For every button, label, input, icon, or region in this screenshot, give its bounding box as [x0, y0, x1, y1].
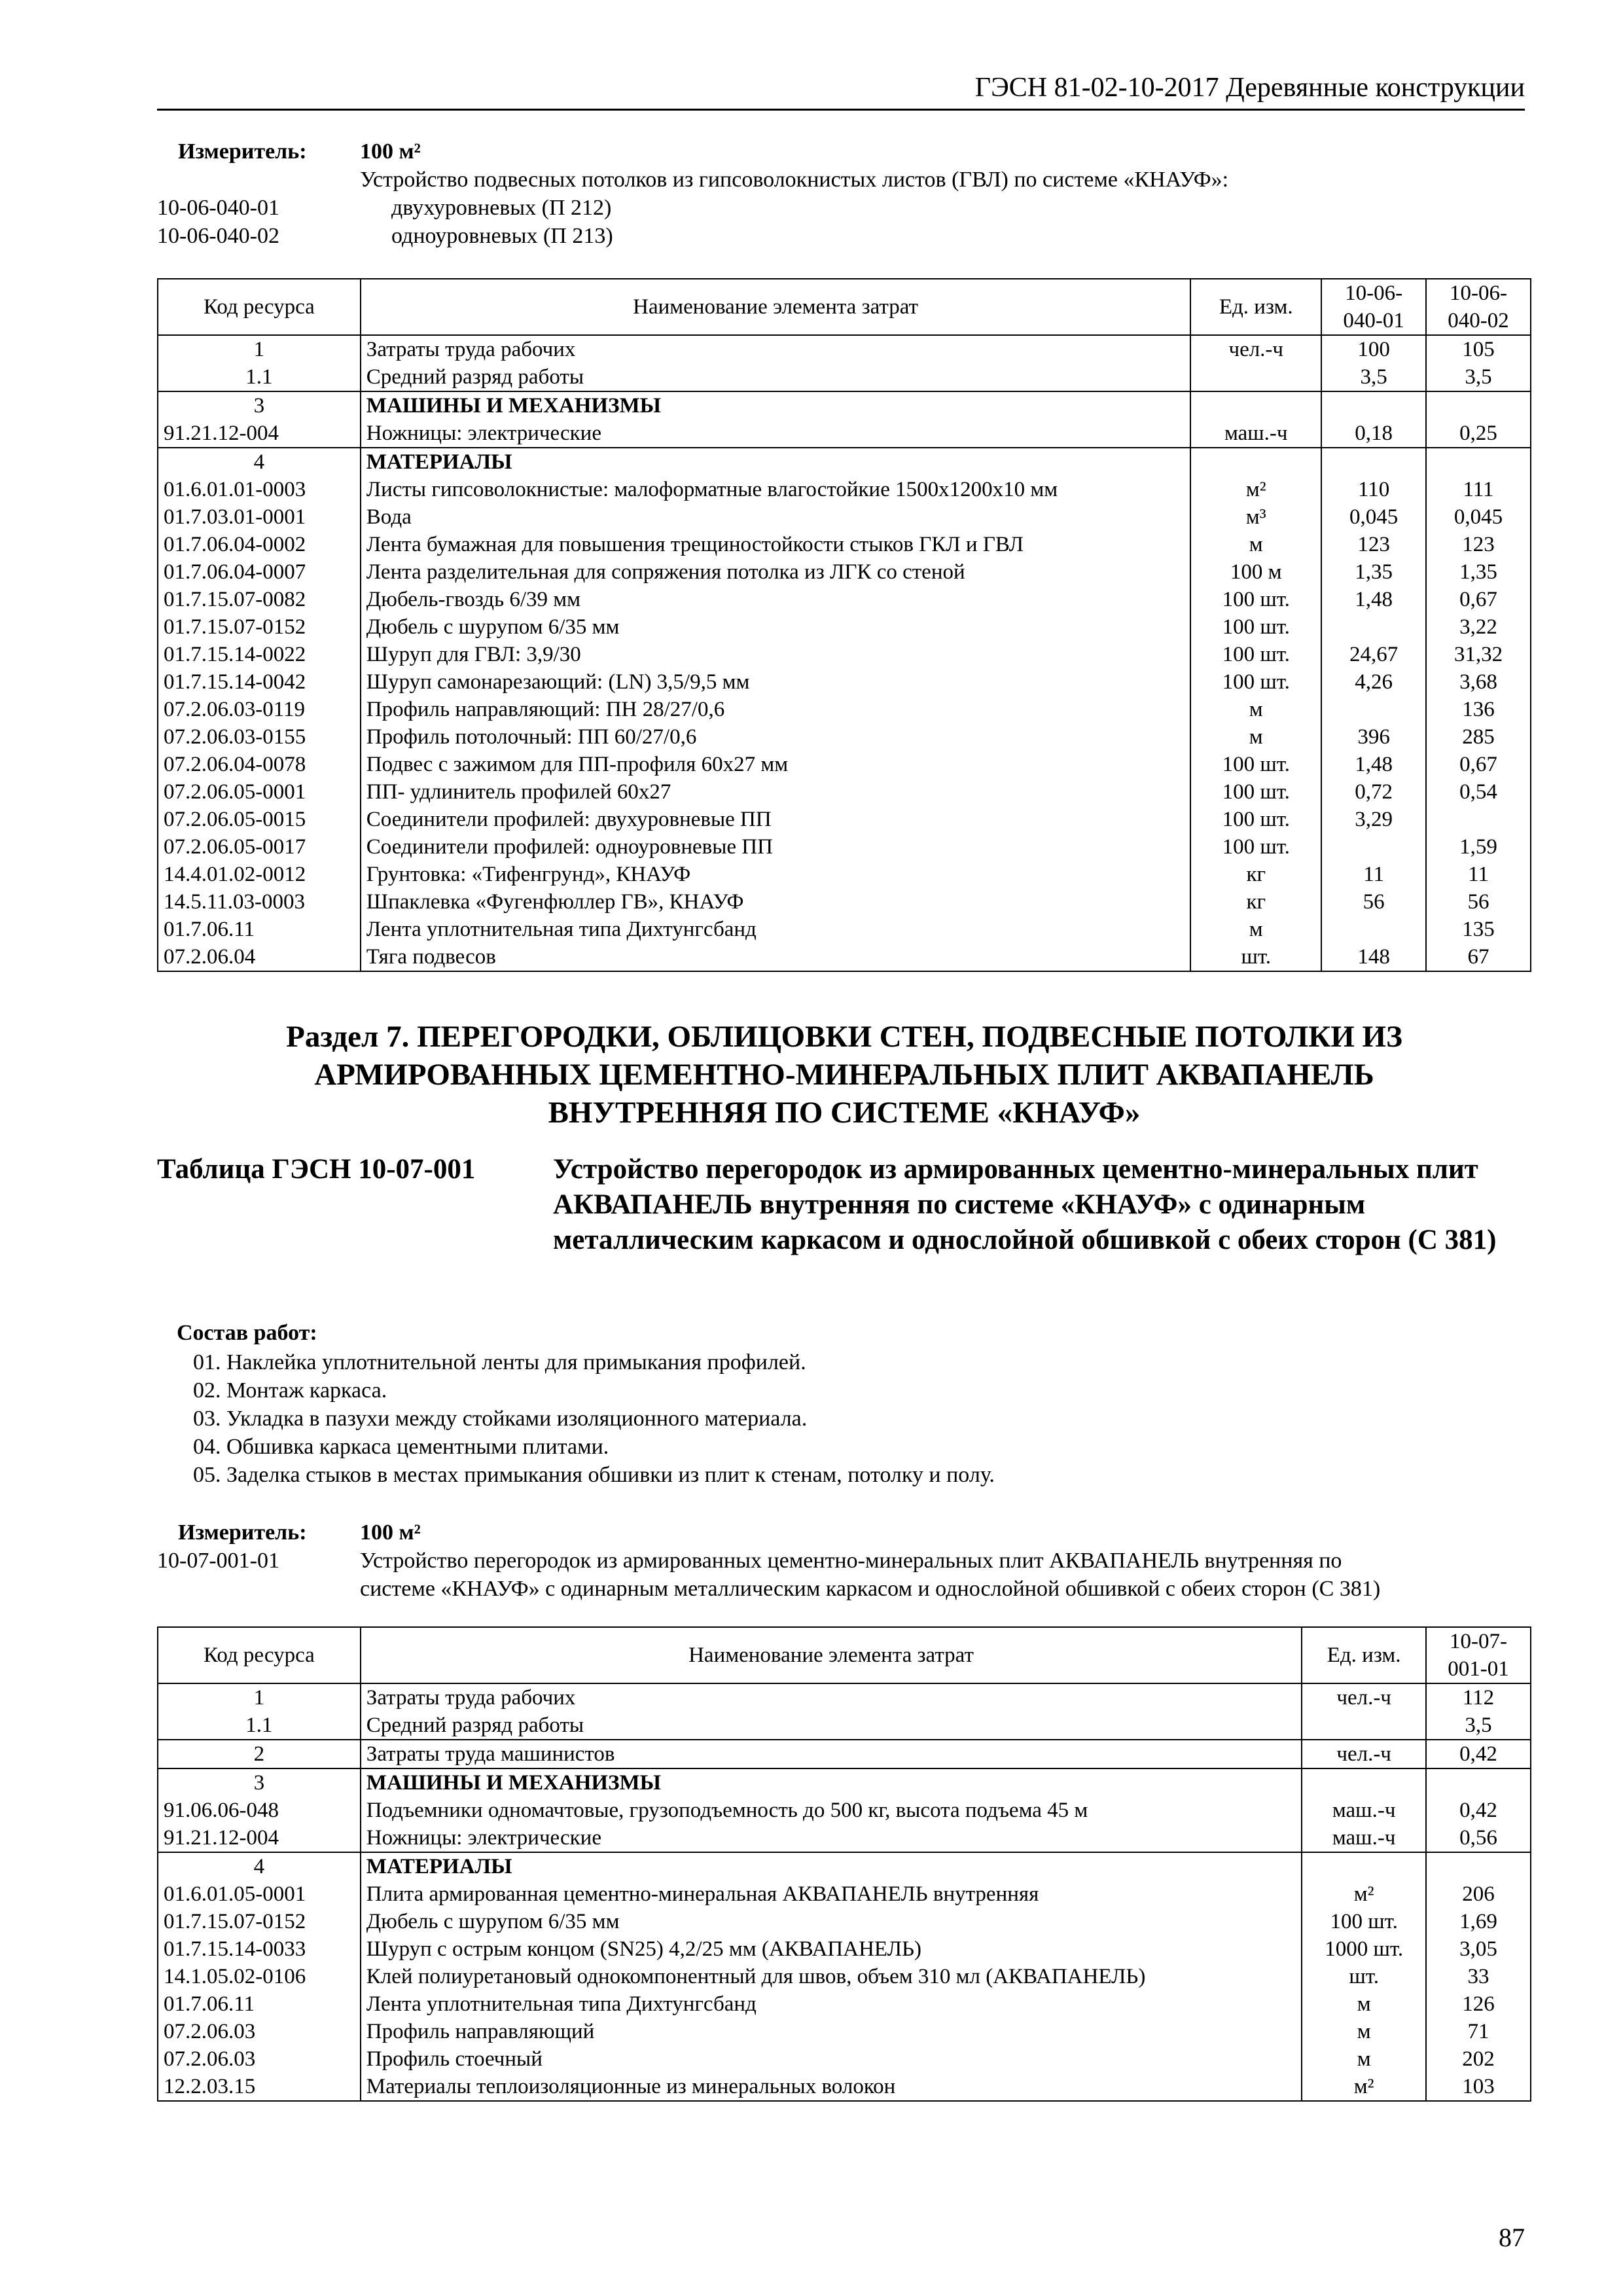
cell-name: Шуруп с острым концом (SN25) 4,2/25 мм (АКВАПАНЕЛЬ) — [361, 1935, 1302, 1963]
cell-name: Клей полиуретановый однокомпонентный для швов, объем 310 мл (АКВАПАНЕЛЬ) — [361, 1963, 1302, 1990]
cell-unit: шт. — [1190, 943, 1321, 971]
cell-rate: 0,045 — [1426, 503, 1531, 531]
cell-code: 07.2.06.03-0119 — [158, 696, 361, 723]
cell-name: ПП- удлинитель профилей 60х27 — [361, 778, 1191, 806]
table-row — [158, 2045, 1531, 2073]
table-caption-label: Таблица ГЭСН 10-07-001 — [157, 1154, 476, 1185]
table-row — [158, 2018, 1531, 2045]
cell-name: Грунтовка: «Тифенгрунд», КНАУФ — [361, 861, 1191, 888]
work-composition-item: 01. Наклейка уплотнительной ленты для примыкания профилей. — [193, 1350, 806, 1374]
cell-rate: 3,05 — [1426, 1935, 1531, 1963]
meter-description: системе «КНАУФ» с одинарным металлическим каркасом и однослойной обшивкой с обеих сторон (С 381) — [360, 1577, 1381, 1601]
cell-unit: м — [1190, 916, 1321, 943]
meter-code-text: одноуровневых (П 213) — [391, 224, 613, 248]
work-composition-item: 02. Монтаж каркаса. — [193, 1378, 387, 1403]
cell-unit: м — [1302, 2045, 1426, 2073]
table-row — [158, 1797, 1531, 1824]
cell-code: 4 — [158, 448, 361, 476]
cell-unit: 100 шт. — [1190, 833, 1321, 861]
cell-code: 07.2.06.05-0015 — [158, 806, 361, 833]
cell-code: 3 — [158, 391, 361, 420]
cell-rate: 1,48 — [1321, 751, 1426, 778]
meter-code: 10-06-040-02 — [157, 224, 279, 248]
meter-block-2 — [157, 1518, 1531, 1603]
meter-unit: 100 м² — [360, 139, 421, 164]
cell-rate: 3,5 — [1426, 363, 1531, 391]
cell-rate: 148 — [1321, 943, 1426, 971]
table-row — [158, 448, 1531, 476]
table-row — [158, 476, 1531, 503]
cell-name: Дюбель с шурупом 6/35 мм — [361, 1908, 1302, 1935]
cell-name: Профиль потолочный: ПП 60/27/0,6 — [361, 723, 1191, 751]
cell-name: Соединители профилей: одноуровневые ПП — [361, 833, 1191, 861]
cell-unit: 100 шт. — [1190, 641, 1321, 668]
cell-rate — [1426, 1768, 1531, 1797]
table-row — [158, 833, 1531, 861]
table-row — [158, 1990, 1531, 2018]
section-title-line: ВНУТРЕННЯЯ ПО СИСТЕМЕ «КНАУФ» — [548, 1096, 1141, 1130]
cell-rate: 1,59 — [1426, 833, 1531, 861]
cell-name: Подвес с зажимом для ПП-профиля 60х27 мм — [361, 751, 1191, 778]
cell-unit: чел.-ч — [1302, 1683, 1426, 1712]
col-header-name: Наименование элемента затрат — [361, 1627, 1302, 1683]
table-row — [158, 613, 1531, 641]
cell-unit: шт. — [1302, 1963, 1426, 1990]
table-row — [158, 888, 1531, 916]
table-caption — [157, 1152, 1531, 1258]
cell-code: 01.7.06.11 — [158, 1990, 361, 2018]
cell-name: Лента уплотнительная типа Дихтунгсбанд — [361, 916, 1191, 943]
cell-unit: м² — [1190, 476, 1321, 503]
cell-name: Материалы теплоизоляционные из минеральных волокон — [361, 2073, 1302, 2101]
cell-rate: 123 — [1321, 531, 1426, 558]
cell-unit: м — [1190, 696, 1321, 723]
cell-code: 01.7.15.14-0022 — [158, 641, 361, 668]
cell-rate: 56 — [1321, 888, 1426, 916]
resource-table-2 — [157, 1626, 1531, 2102]
table-row — [158, 503, 1531, 531]
table-row — [158, 420, 1531, 448]
meter-description: Устройство подвесных потолков из гипсоволокнистых листов (ГВЛ) по системе «КНАУФ»: — [360, 168, 1229, 192]
meter-code: 10-07-001-01 — [157, 1549, 279, 1573]
cell-rate: 103 — [1426, 2073, 1531, 2101]
cell-rate — [1321, 448, 1426, 476]
cell-code: 01.7.06.11 — [158, 916, 361, 943]
cell-code: 01.7.15.07-0082 — [158, 586, 361, 613]
cell-rate: 31,32 — [1426, 641, 1531, 668]
cell-name: Дюбель с шурупом 6/35 мм — [361, 613, 1191, 641]
cell-code: 1 — [158, 1683, 361, 1712]
cell-code: 91.06.06-048 — [158, 1797, 361, 1824]
cell-rate: 111 — [1426, 476, 1531, 503]
meter-description: Устройство перегородок из армированных цементно-минеральных плит АКВАПАНЕЛЬ внутренняя по — [360, 1549, 1342, 1573]
cell-rate: 3,5 — [1426, 1712, 1531, 1740]
cell-unit: чел.-ч — [1190, 335, 1321, 363]
cell-name: Шуруп самонарезающий: (LN) 3,5/9,5 мм — [361, 668, 1191, 696]
cell-name: Шуруп для ГВЛ: 3,9/30 — [361, 641, 1191, 668]
cell-code: 01.7.06.04-0007 — [158, 558, 361, 586]
table-row — [158, 335, 1531, 363]
cell-unit: кг — [1190, 861, 1321, 888]
table-row — [158, 2073, 1531, 2101]
cell-name: МАШИНЫ И МЕХАНИЗМЫ — [361, 1768, 1302, 1797]
cell-name: Вода — [361, 503, 1191, 531]
cell-name: Лента разделительная для сопряжения потолка из ЛГК со стеной — [361, 558, 1191, 586]
cell-rate: 71 — [1426, 2018, 1531, 2045]
cell-rate: 206 — [1426, 1880, 1531, 1908]
cell-name: Тяга подвесов — [361, 943, 1191, 971]
cell-unit: м — [1190, 723, 1321, 751]
cell-code: 07.2.06.04 — [158, 943, 361, 971]
cell-unit: м² — [1302, 2073, 1426, 2101]
cell-name: Дюбель-гвоздь 6/39 мм — [361, 586, 1191, 613]
cell-rate: 11 — [1321, 861, 1426, 888]
cell-code: 01.7.06.04-0002 — [158, 531, 361, 558]
cell-rate — [1321, 613, 1426, 641]
meter-code-text: двухуровневых (П 212) — [391, 196, 612, 220]
cell-rate: 0,67 — [1426, 586, 1531, 613]
running-header: ГЭСН 81-02-10-2017 Деревянные конструкции — [157, 72, 1525, 111]
cell-rate: 100 — [1321, 335, 1426, 363]
cell-code: 2 — [158, 1740, 361, 1768]
table-row — [158, 1683, 1531, 1712]
cell-code: 14.1.05.02-0106 — [158, 1963, 361, 1990]
cell-code: 14.5.11.03-0003 — [158, 888, 361, 916]
cell-code: 14.4.01.02-0012 — [158, 861, 361, 888]
cell-unit: 100 шт. — [1190, 806, 1321, 833]
col-header-unit: Ед. изм. — [1302, 1627, 1426, 1683]
cell-unit — [1190, 363, 1321, 391]
cell-rate: 1,69 — [1426, 1908, 1531, 1935]
cell-code: 4 — [158, 1852, 361, 1880]
cell-code: 3 — [158, 1768, 361, 1797]
cell-rate — [1426, 391, 1531, 420]
cell-unit: маш.-ч — [1302, 1824, 1426, 1852]
cell-rate — [1321, 391, 1426, 420]
cell-code: 12.2.03.15 — [158, 2073, 361, 2101]
cell-unit: маш.-ч — [1190, 420, 1321, 448]
table-row — [158, 1880, 1531, 1908]
meter-label: Измеритель: — [178, 1520, 307, 1545]
cell-code: 01.7.03.01-0001 — [158, 503, 361, 531]
cell-rate: 126 — [1426, 1990, 1531, 2018]
cell-unit: 100 шт. — [1190, 613, 1321, 641]
cell-unit: м³ — [1190, 503, 1321, 531]
cell-unit — [1190, 448, 1321, 476]
cell-rate — [1321, 833, 1426, 861]
cell-rate: 1,35 — [1426, 558, 1531, 586]
cell-rate: 33 — [1426, 1963, 1531, 1990]
table-row — [158, 641, 1531, 668]
cell-name: Подъемники одномачтовые, грузоподъемность до 500 кг, высота подъема 45 м — [361, 1797, 1302, 1824]
cell-name: МАШИНЫ И МЕХАНИЗМЫ — [361, 391, 1191, 420]
cell-unit: 100 шт. — [1190, 751, 1321, 778]
table-row — [158, 586, 1531, 613]
cell-rate: 123 — [1426, 531, 1531, 558]
cell-unit — [1302, 1712, 1426, 1740]
table-row — [158, 558, 1531, 586]
cell-unit: 100 шт. — [1190, 778, 1321, 806]
cell-code: 07.2.06.05-0001 — [158, 778, 361, 806]
col-header-code: Код ресурса — [158, 279, 361, 335]
cell-rate: 202 — [1426, 2045, 1531, 2073]
table-row — [158, 696, 1531, 723]
table-row — [158, 1963, 1531, 1990]
table-row — [158, 1935, 1531, 1963]
cell-unit: кг — [1190, 888, 1321, 916]
cell-rate: 0,67 — [1426, 751, 1531, 778]
cell-code: 91.21.12-004 — [158, 1824, 361, 1852]
meter-code: 10-06-040-01 — [157, 196, 279, 220]
cell-unit: 1000 шт. — [1302, 1935, 1426, 1963]
cell-rate: 24,67 — [1321, 641, 1426, 668]
table-row — [158, 363, 1531, 391]
cell-code: 01.6.01.05-0001 — [158, 1880, 361, 1908]
cell-code: 07.2.06.03-0155 — [158, 723, 361, 751]
cell-name: Ножницы: электрические — [361, 420, 1191, 448]
work-composition-item: 05. Заделка стыков в местах примыкания обшивки из плит к стенам, потолку и полу. — [193, 1463, 995, 1487]
page-number: 87 — [1499, 2223, 1525, 2252]
work-composition — [177, 1319, 995, 1489]
cell-unit: 100 шт. — [1190, 668, 1321, 696]
cell-rate — [1426, 1852, 1531, 1880]
cell-unit: чел.-ч — [1302, 1740, 1426, 1768]
cell-code: 1.1 — [158, 363, 361, 391]
cell-name: Листы гипсоволокнистые: малоформатные влагостойкие 1500х1200х10 мм — [361, 476, 1191, 503]
table-row — [158, 391, 1531, 420]
table-row — [158, 668, 1531, 696]
work-composition-heading: Состав работ: — [177, 1321, 317, 1345]
col-header-unit: Ед. изм. — [1190, 279, 1321, 335]
col-header-name: Наименование элемента затрат — [361, 279, 1191, 335]
cell-unit — [1302, 1768, 1426, 1797]
table-row — [158, 751, 1531, 778]
cell-code: 07.2.06.03 — [158, 2045, 361, 2073]
cell-name: Ножницы: электрические — [361, 1824, 1302, 1852]
cell-rate: 0,54 — [1426, 778, 1531, 806]
col-header-rate-1: 10-06-040-01 — [1321, 279, 1426, 335]
cell-rate: 56 — [1426, 888, 1531, 916]
cell-name: Плита армированная цементно-минеральная АКВАПАНЕЛЬ внутренняя — [361, 1880, 1302, 1908]
cell-code: 01.7.15.14-0042 — [158, 668, 361, 696]
section-title — [196, 1018, 1492, 1132]
table-row — [158, 1712, 1531, 1740]
cell-rate: 396 — [1321, 723, 1426, 751]
table-row — [158, 1768, 1531, 1797]
cell-rate: 4,26 — [1321, 668, 1426, 696]
cell-rate: 3,5 — [1321, 363, 1426, 391]
cell-rate: 0,42 — [1426, 1740, 1531, 1768]
resource-table-1 — [157, 278, 1531, 972]
table-row — [158, 1908, 1531, 1935]
cell-unit: м — [1302, 2018, 1426, 2045]
cell-code: 91.21.12-004 — [158, 420, 361, 448]
cell-name: Лента бумажная для повышения трещиностойкости стыков ГКЛ и ГВЛ — [361, 531, 1191, 558]
cell-name: Лента уплотнительная типа Дихтунгсбанд — [361, 1990, 1302, 2018]
cell-rate: 0,42 — [1426, 1797, 1531, 1824]
cell-name: Затраты труда машинистов — [361, 1740, 1302, 1768]
cell-rate: 112 — [1426, 1683, 1531, 1712]
cell-rate: 0,72 — [1321, 778, 1426, 806]
cell-rate: 136 — [1426, 696, 1531, 723]
cell-rate: 3,68 — [1426, 668, 1531, 696]
cell-rate: 135 — [1426, 916, 1531, 943]
cell-rate: 105 — [1426, 335, 1531, 363]
table-row — [158, 861, 1531, 888]
cell-rate: 0,045 — [1321, 503, 1426, 531]
cell-unit: м² — [1302, 1880, 1426, 1908]
cell-unit: маш.-ч — [1302, 1797, 1426, 1824]
cell-code: 01.7.15.07-0152 — [158, 613, 361, 641]
cell-name: Профиль направляющий: ПН 28/27/0,6 — [361, 696, 1191, 723]
cell-code: 01.7.15.14-0033 — [158, 1935, 361, 1963]
cell-name: Затраты труда рабочих — [361, 335, 1191, 363]
cell-rate: 285 — [1426, 723, 1531, 751]
cell-name: Затраты труда рабочих — [361, 1683, 1302, 1712]
cell-code: 07.2.06.03 — [158, 2018, 361, 2045]
work-composition-item: 04. Обшивка каркаса цементными плитами. — [193, 1435, 609, 1459]
cell-code: 1 — [158, 335, 361, 363]
cell-name: Средний разряд работы — [361, 363, 1191, 391]
cell-unit: 100 шт. — [1190, 586, 1321, 613]
cell-code: 1.1 — [158, 1712, 361, 1740]
table-row — [158, 778, 1531, 806]
cell-name: МАТЕРИАЛЫ — [361, 448, 1191, 476]
cell-name: Шпаклевка «Фугенфюллер ГВ», КНАУФ — [361, 888, 1191, 916]
table-row — [158, 943, 1531, 971]
table-row — [158, 1824, 1531, 1852]
cell-rate — [1321, 696, 1426, 723]
cell-unit: 100 м — [1190, 558, 1321, 586]
cell-unit: м — [1190, 531, 1321, 558]
cell-rate: 3,22 — [1426, 613, 1531, 641]
cell-name: Соединители профилей: двухуровневые ПП — [361, 806, 1191, 833]
cell-rate: 0,25 — [1426, 420, 1531, 448]
cell-code: 07.2.06.04-0078 — [158, 751, 361, 778]
cell-rate — [1426, 806, 1531, 833]
section-title-line: Раздел 7. ПЕРЕГОРОДКИ, ОБЛИЦОВКИ СТЕН, ПОДВЕСНЫЕ ПОТОЛКИ ИЗ — [286, 1020, 1402, 1054]
cell-rate: 1,35 — [1321, 558, 1426, 586]
cell-rate: 3,29 — [1321, 806, 1426, 833]
table-row — [158, 723, 1531, 751]
section-title-line: АРМИРОВАННЫХ ЦЕМЕНТНО-МИНЕРАЛЬНЫХ ПЛИТ АКВАПАНЕЛЬ — [314, 1058, 1374, 1092]
cell-rate: 1,48 — [1321, 586, 1426, 613]
table-row — [158, 806, 1531, 833]
work-composition-item: 03. Укладка в пазухи между стойками изоляционного материала. — [193, 1407, 808, 1431]
table-row — [158, 1852, 1531, 1880]
cell-unit — [1302, 1852, 1426, 1880]
cell-name: МАТЕРИАЛЫ — [361, 1852, 1302, 1880]
table-caption-title: Устройство перегородок из армированных цементно-минеральных плит АКВАПАНЕЛЬ внутренняя по системе «КНАУФ» с одинарным металлическим каркасом и однослойной обшивкой с обеих сторон (С 381) — [553, 1154, 1497, 1255]
cell-unit: м — [1302, 1990, 1426, 2018]
cell-code: 01.6.01.01-0003 — [158, 476, 361, 503]
cell-name: Профиль стоечный — [361, 2045, 1302, 2073]
cell-rate: 0,56 — [1426, 1824, 1531, 1852]
cell-rate: 67 — [1426, 943, 1531, 971]
meter-label: Измеритель: — [178, 139, 307, 164]
table-row — [158, 531, 1531, 558]
cell-unit — [1190, 391, 1321, 420]
cell-rate: 11 — [1426, 861, 1531, 888]
cell-name: Профиль направляющий — [361, 2018, 1302, 2045]
meter-unit: 100 м² — [360, 1520, 421, 1545]
cell-unit: 100 шт. — [1302, 1908, 1426, 1935]
meter-block-1 — [157, 137, 1531, 250]
col-header-code: Код ресурса — [158, 1627, 361, 1683]
table-row — [158, 916, 1531, 943]
table-row — [158, 1740, 1531, 1768]
col-header-rate-1: 10-07-001-01 — [1426, 1627, 1531, 1683]
cell-rate: 110 — [1321, 476, 1426, 503]
cell-name: Средний разряд работы — [361, 1712, 1302, 1740]
cell-rate — [1321, 916, 1426, 943]
cell-rate — [1426, 448, 1531, 476]
cell-code: 07.2.06.05-0017 — [158, 833, 361, 861]
cell-code: 01.7.15.07-0152 — [158, 1908, 361, 1935]
col-header-rate-2: 10-06-040-02 — [1426, 279, 1531, 335]
cell-rate: 0,18 — [1321, 420, 1426, 448]
